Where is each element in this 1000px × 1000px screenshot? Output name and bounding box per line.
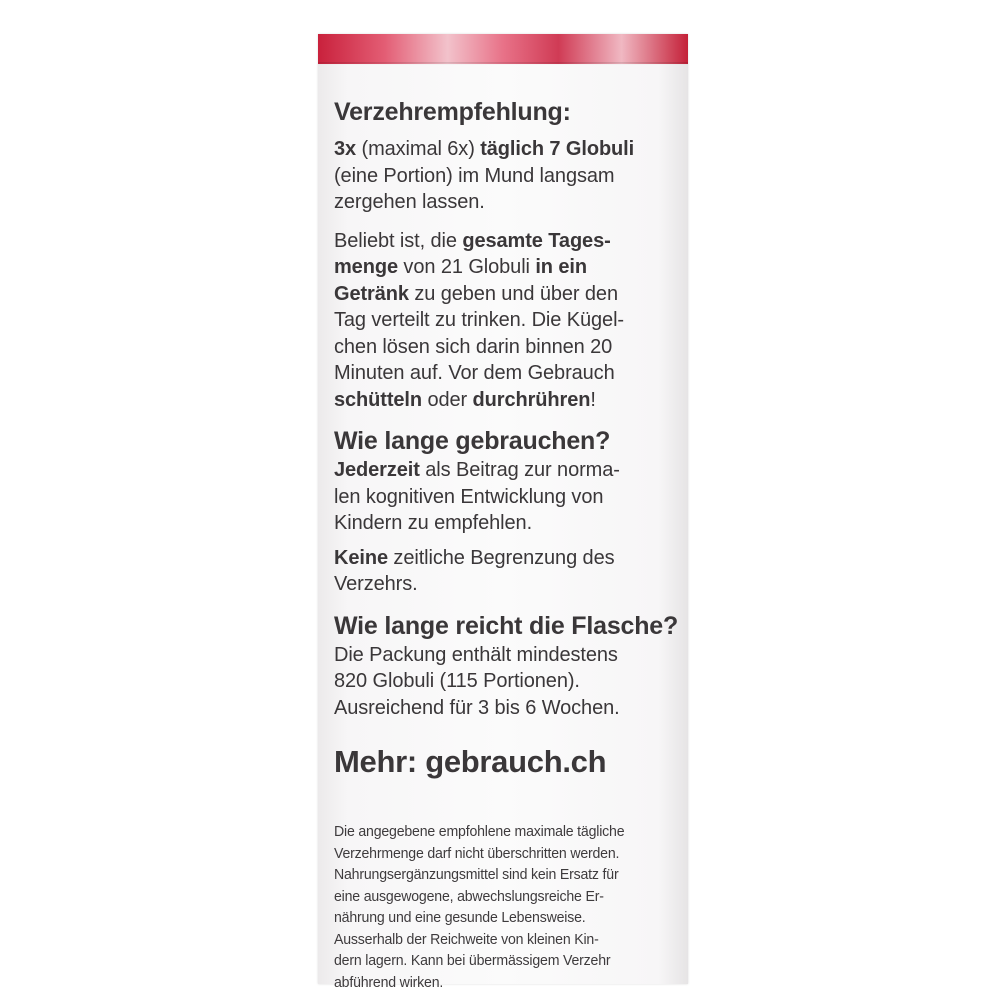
text-span: Verzehrs. bbox=[334, 573, 418, 595]
package-text bbox=[334, 96, 679, 993]
text-span: oder bbox=[422, 388, 473, 411]
disclaimer-line: abführend wirken. bbox=[334, 973, 444, 991]
heading-duration: Wie lange gebrauchen? bbox=[334, 427, 611, 455]
text-span: Tag verteilt zu trinken. Die Kügel- bbox=[334, 309, 624, 331]
bold-text: Keine bbox=[334, 546, 388, 569]
bold-text: Jederzeit bbox=[334, 459, 420, 481]
heading-dosage: Verzehrempfehlung: bbox=[334, 98, 571, 126]
text-line bbox=[334, 228, 679, 255]
usage-paragraph bbox=[334, 228, 679, 414]
text-span: zergehen lassen. bbox=[334, 191, 485, 213]
text-line bbox=[334, 484, 679, 511]
bold-text: durchrühren bbox=[472, 388, 591, 411]
disclaimer-line: eine ausgewogene, abwechslungsreiche Er- bbox=[334, 887, 604, 905]
text-span: (eine Portion) im Mund langsam bbox=[334, 164, 615, 187]
text-span: Kindern zu empfehlen. bbox=[334, 512, 533, 534]
bold-text: gesamte Tages- bbox=[462, 229, 611, 252]
website-text: Mehr: gebrauch.ch bbox=[334, 744, 607, 779]
disclaimer-line: Nahrungsergänzungsmittel sind kein Ersatz für bbox=[334, 866, 619, 883]
text-span: als Beitrag zur norma- bbox=[419, 459, 620, 481]
text-line bbox=[334, 281, 679, 308]
bold-text: Getränk bbox=[334, 282, 409, 305]
text-line bbox=[334, 189, 679, 216]
text-line bbox=[334, 571, 679, 598]
disclaimer-line: Die angegebene empfohlene maximale tägliche bbox=[334, 823, 625, 840]
text-line bbox=[334, 307, 679, 334]
package-top-flap bbox=[318, 34, 688, 64]
text-line bbox=[334, 642, 679, 669]
text-line bbox=[334, 510, 679, 537]
text-line bbox=[334, 695, 679, 722]
bottle-paragraph bbox=[334, 642, 679, 722]
bold-text: menge bbox=[334, 256, 398, 278]
duration-paragraph bbox=[334, 457, 679, 537]
text-span: len kognitiven Entwicklung von bbox=[334, 485, 604, 508]
disclaimer-line: Ausserhalb der Reichweite von kleinen Kin- bbox=[334, 930, 599, 948]
text-span: 820 Globuli (115 Portionen). bbox=[334, 670, 580, 692]
text-line bbox=[334, 387, 679, 414]
bold-text: schütteln bbox=[334, 388, 422, 411]
disclaimer-line: Verzehrmenge darf nicht überschritten werden. bbox=[334, 844, 620, 862]
text-span: Beliebt ist, die bbox=[334, 229, 463, 252]
disclaimer-line: nährung und eine gesunde Lebensweise. bbox=[334, 909, 586, 926]
text-line bbox=[334, 136, 679, 163]
text-line bbox=[334, 163, 679, 190]
text-line bbox=[334, 457, 679, 484]
text-line bbox=[334, 334, 679, 361]
text-span: (maximal 6x) bbox=[356, 138, 481, 160]
bold-text: 3x bbox=[334, 138, 357, 160]
disclaimer-line: dern lagern. Kann bei übermässigem Verzehr bbox=[334, 952, 611, 969]
heading-bottle: Wie lange reicht die Flasche? bbox=[334, 611, 679, 640]
limit-paragraph bbox=[334, 545, 679, 598]
bold-text: täglich 7 Globuli bbox=[480, 138, 635, 160]
text-line bbox=[334, 254, 679, 281]
text-line bbox=[334, 668, 679, 695]
text-span: ! bbox=[590, 388, 596, 411]
text-span: Minuten auf. Vor dem Gebrauch bbox=[334, 362, 615, 384]
text-span: zeitliche Begrenzung des bbox=[387, 546, 615, 569]
text-span: Ausreichend für 3 bis 6 Wochen. bbox=[334, 696, 620, 719]
bold-text: in ein bbox=[535, 256, 587, 278]
text-span: Die Packung enthält mindestens bbox=[334, 643, 618, 666]
text-line bbox=[334, 545, 679, 572]
text-span: zu geben und über den bbox=[408, 282, 618, 305]
text-span: chen lösen sich darin binnen 20 bbox=[334, 335, 613, 358]
package-top-edge bbox=[318, 62, 688, 65]
dosage-paragraph bbox=[334, 136, 679, 216]
disclaimer bbox=[334, 821, 679, 993]
text-line bbox=[334, 360, 679, 387]
text-span: von 21 Globuli bbox=[397, 256, 536, 278]
